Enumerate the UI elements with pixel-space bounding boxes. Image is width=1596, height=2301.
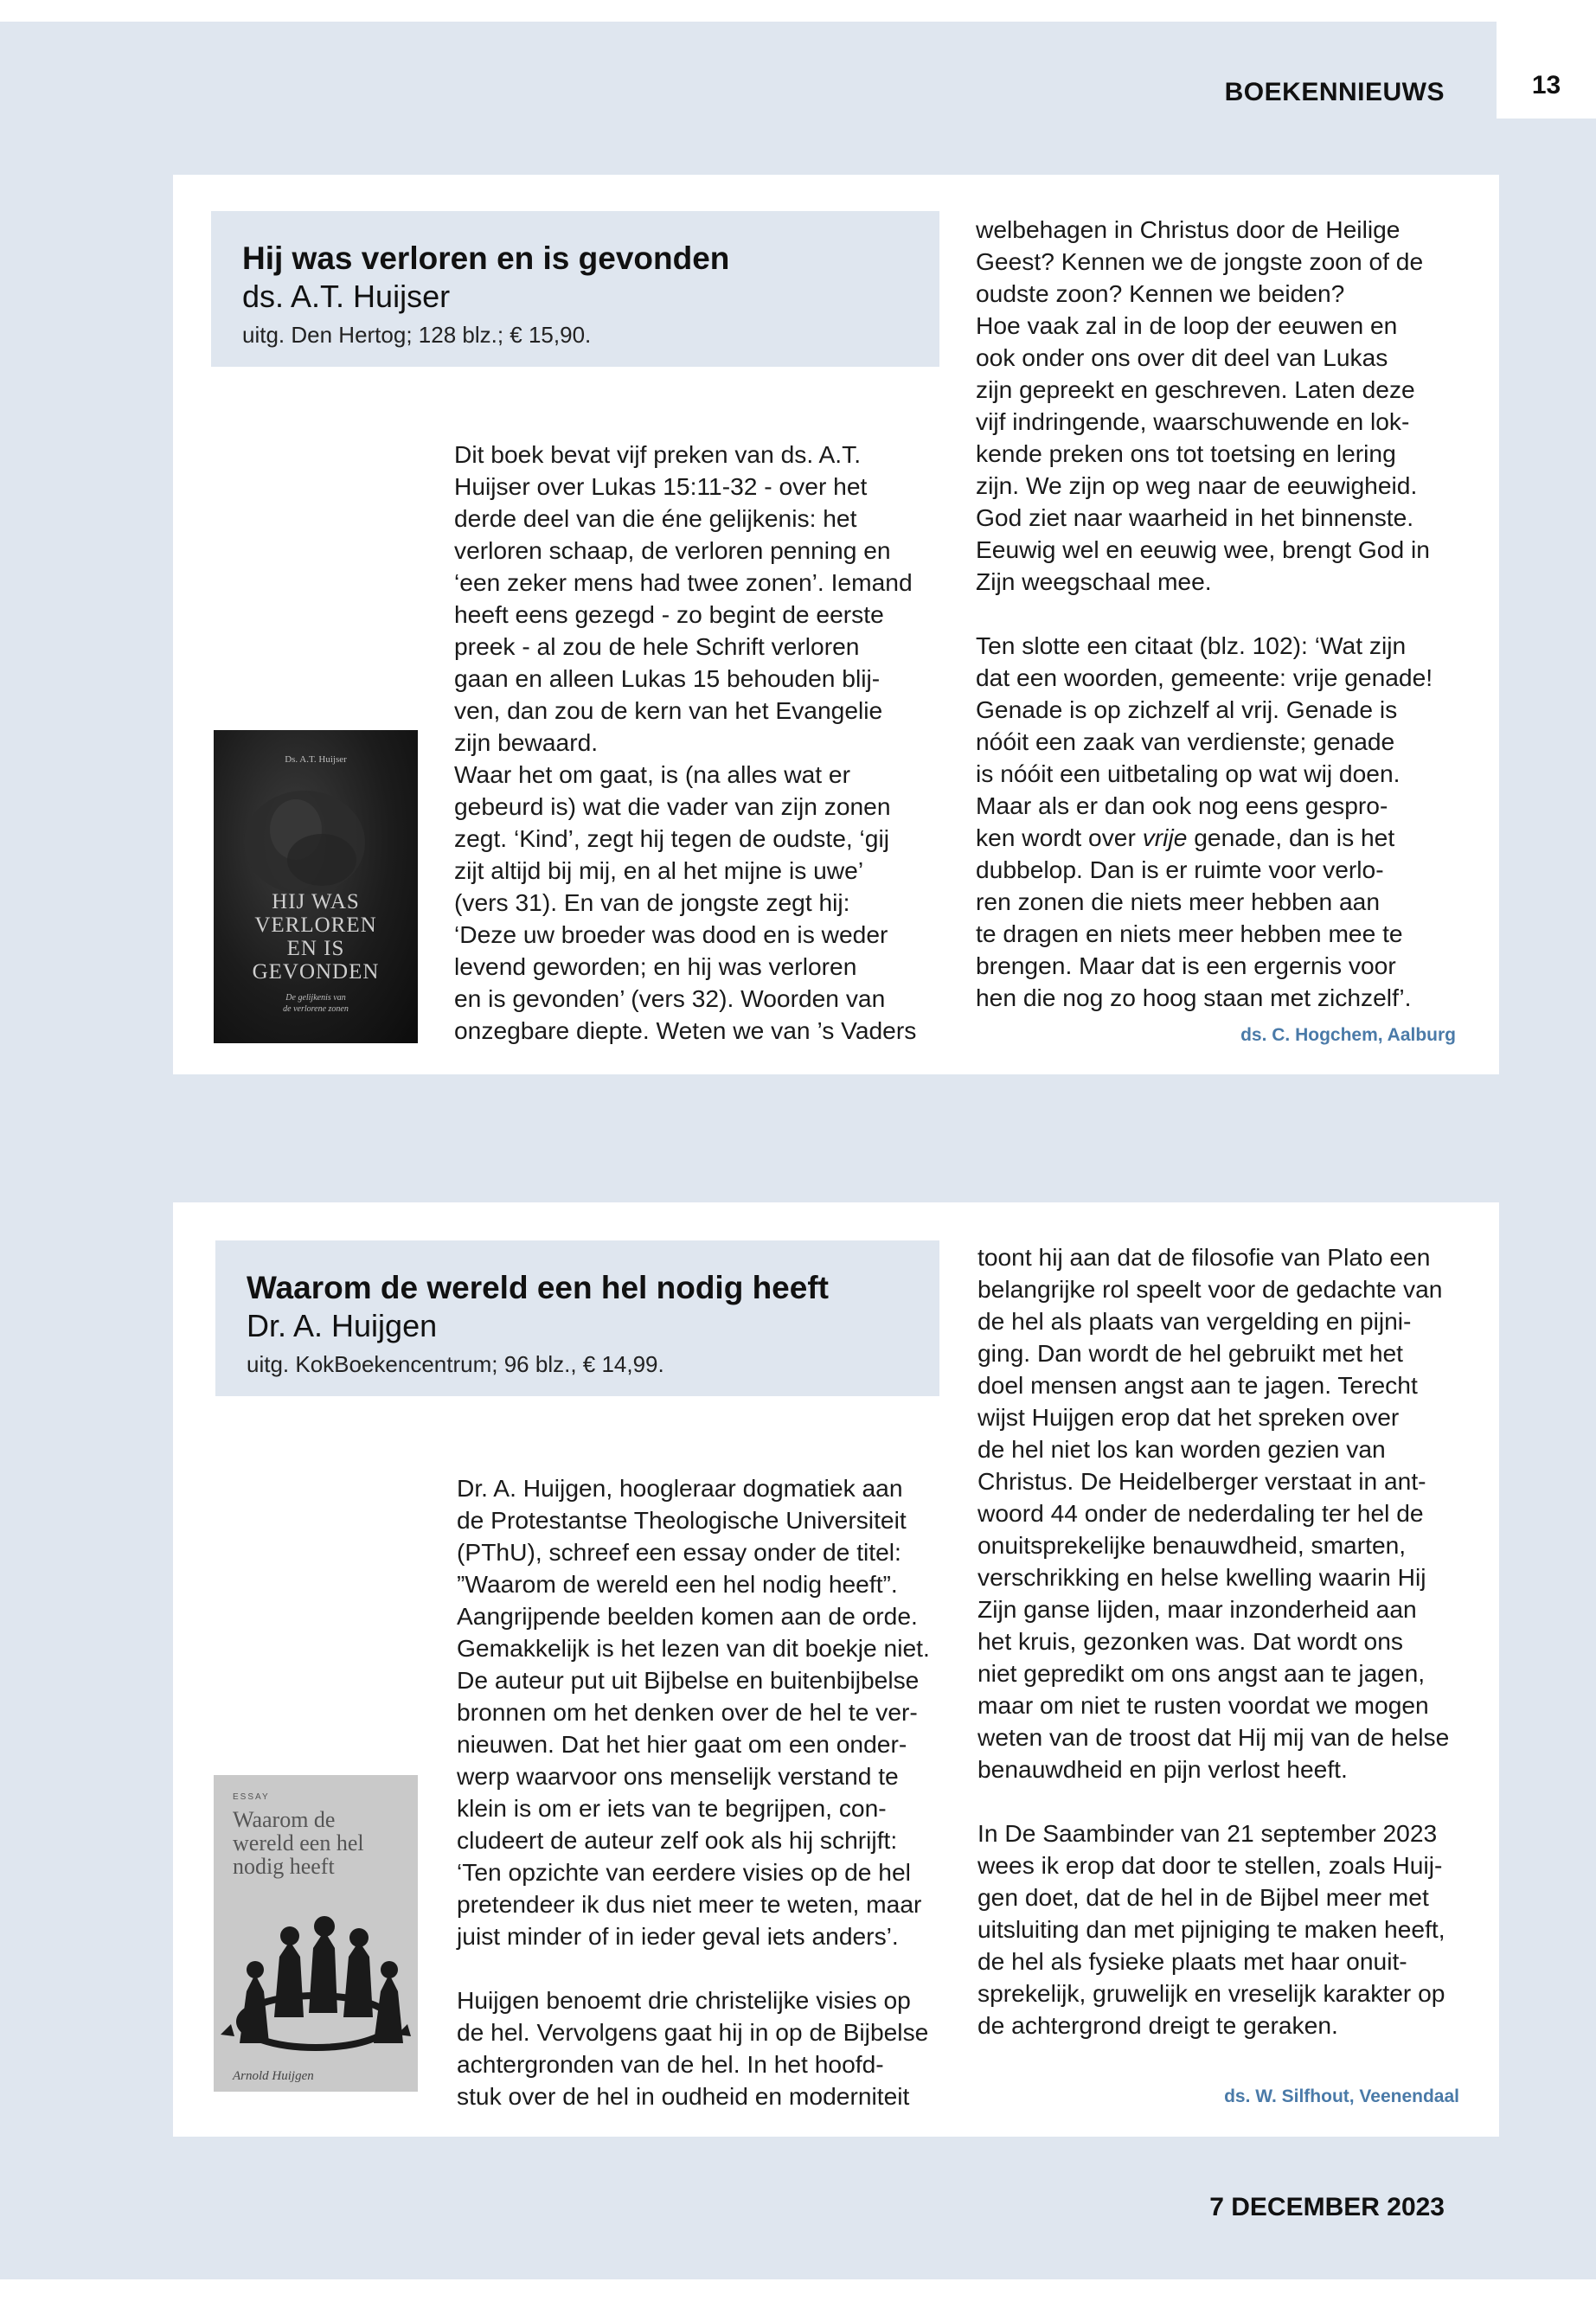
review-signature: ds. W. Silfhout, Veenendaal <box>1224 2086 1459 2106</box>
review-header-1 <box>211 211 939 367</box>
cover-illustration <box>214 1775 418 2092</box>
book-publisher: uitg. KokBoekencentrum; 96 blz., € 14,99. <box>247 1351 664 1377</box>
emphasis: vrije <box>1142 824 1188 851</box>
cover-title: HIJ WAS VERLOREN EN IS GEVONDEN <box>252 890 380 984</box>
book-cover-2 <box>214 1775 418 2092</box>
cover-author: Ds. A.T. Huijser <box>285 754 347 765</box>
review-2-right-column: toont hij aan dat de filosofie van Plato een belangrijke rol speelt voor de gedachte van de hel als plaats van vergelding en pijni- ging. Dan wordt de hel gebruikt met het doel mensen angst aan te jagen. Terecht wijst Huijgen erop dat het spreken over de hel niet los kan worden gezien van Christus. De Heidelberger verstaat in ant- woord 44 onder de nederdaling ter hel de onuitsprekelijke benauwdheid, smarten, verschrikking en helse kwelling waarin Hij Zijn ganse lijden, maar inzonderheid aan het kruis, gezonken was. Dat wordt ons niet gepredikt om ons angst aan te jagen, maar om niet te rusten voordat we mogen weten van de troost dat Hij mij van de helse benauwdheid en pijn verlost heeft. In De Saambinder van 21 september 2023 wees ik erop dat door te stellen, zoals Huij- gen doet, dat de hel in de Bijbel meer met uitsluiting dan met pijniging te maken heeft, de hel als fysieke plaats met haar onuit- sprekelijk, gruwelijk en vreselijk karakter op de achtergrond dreigt te geraken. <box>977 1243 1450 2039</box>
review-signature: ds. C. Hogchem, Aalburg <box>1240 1025 1456 1045</box>
cover-label: ESSAY <box>233 1792 270 1802</box>
page-number-box <box>1497 22 1596 119</box>
review-card-2 <box>173 1202 1499 2137</box>
book-author: Dr. A. Huijgen <box>247 1308 438 1343</box>
review-1-right-column: welbehagen in Christus door de Heilige Geest? Kennen we de jongste zoon of de oudste zoon? Kennen we beiden? Hoe vaak zal in de loop der eeuwen en ook onder ons over dit deel van Lukas zijn gepreekt en geschreven. Laten deze vijf indringende, waarschuwende en lok- kende preken ons tot toetsing en lering zijn. We zijn op weg naar de eeuwigheid. God ziet naar waarheid in het binnenste. Eeuwig wel en eeuwig wee, brengt God in Zijn weegschaal mee. Ten slotte een citaat (blz. 102): ‘Wat zijn dat een woorden, gemeente: vrije genade! Genade is op zichzelf al vrij. Genade is nóóit een zaak van verdienste; genade is nóóit een uitbetaling op wat wij doen. Maar als er dan ook nog eens gespro- ken wordt over vrije genade, dan is het dubbelop. Dan is er ruimte voor verlo- ren zonen die niets meer hebben aan te dragen en niets meer hebben mee te brengen. Maar dat is een ergernis voor hen die nog zo hoog staan met zichzelf’. <box>976 215 1433 1011</box>
cover-author: Arnold Huijgen <box>233 2069 314 2083</box>
book-title: Hij was verloren en is gevonden <box>242 240 730 276</box>
review-header-2 <box>215 1240 939 1396</box>
review-1-left-column: Dit boek bevat vijf preken van ds. A.T. Huijser over Lukas 15:11-32 - over het derde deel van die éne gelijkenis: het verloren schaap, de verloren penning en ‘een zeker mens had twee zonen’. Iemand heeft eens gezegd - zo begint de eerste preek - al zou de hele Schrift verloren gaan en alleen Lukas 15 behouden blij- ven, dan zou de kern van het Evangelie zijn bewaard. Waar het om gaat, is (na alles wat er gebeurd is) wat die vader van zijn zonen zegt. ‘Kind’, zegt hij tegen de oudste, ‘gij zijt altijd bij mij, en al het mijne is uwe’ (vers 31). En van de jongste zegt hij: ‘Deze uw broeder was dood en is weder levend geworden; en hij was verloren en is gevonden’ (vers 32). Woorden van onzegbare diepte. Weten we van ’s Vaders <box>454 440 917 1044</box>
section-label: BOEKENNIEUWS <box>1224 78 1445 106</box>
page-number: 13 <box>1531 71 1561 99</box>
book-author: ds. A.T. Huijser <box>242 279 451 314</box>
review-2-left-column: Dr. A. Huijgen, hoogleraar dogmatiek aan de Protestantse Theologische Universiteit (PThU), schreef een essay onder de titel: ”Waarom de wereld een hel nodig heeft”. Aangrijpende beelden komen aan de orde. Gemakkelijk is het lezen van dit boekje niet. De auteur put uit Bijbelse en buitenbijbelse bronnen om het denken over de hel te ver- nieuwen. Dat het hier gaat om een onder- werp waarvoor ons menselijk verstand te klein is om er iets van te begrijpen, con- cludeert de auteur zelf ook als hij schrijft: ‘Ten opzichte van eerdere visies op de hel pretendeer ik dus niet meer te weten, maar juist minder of in ieder geval iets anders’. Huijgen benoemt drie christelijke visies op de hel. Vervolgens gaat hij in op de Bijbelse achtergronden van de hel. In het hoofd- stuk over de hel in oudheid en moderniteit <box>457 1474 930 2110</box>
review-card-1 <box>173 175 1499 1074</box>
book-cover-1 <box>214 730 418 1043</box>
book-title: Waarom de wereld een hel nodig heeft <box>247 1270 829 1305</box>
book-publisher: uitg. Den Hertog; 128 blz.; € 15,90. <box>242 322 592 348</box>
cover-subtitle: De gelijkenis van de verlorene zonen <box>283 993 349 1014</box>
issue-date: 7 DECEMBER 2023 <box>1209 2193 1445 2221</box>
cover-title: Waarom de wereld een hel nodig heeft <box>233 1807 364 1879</box>
